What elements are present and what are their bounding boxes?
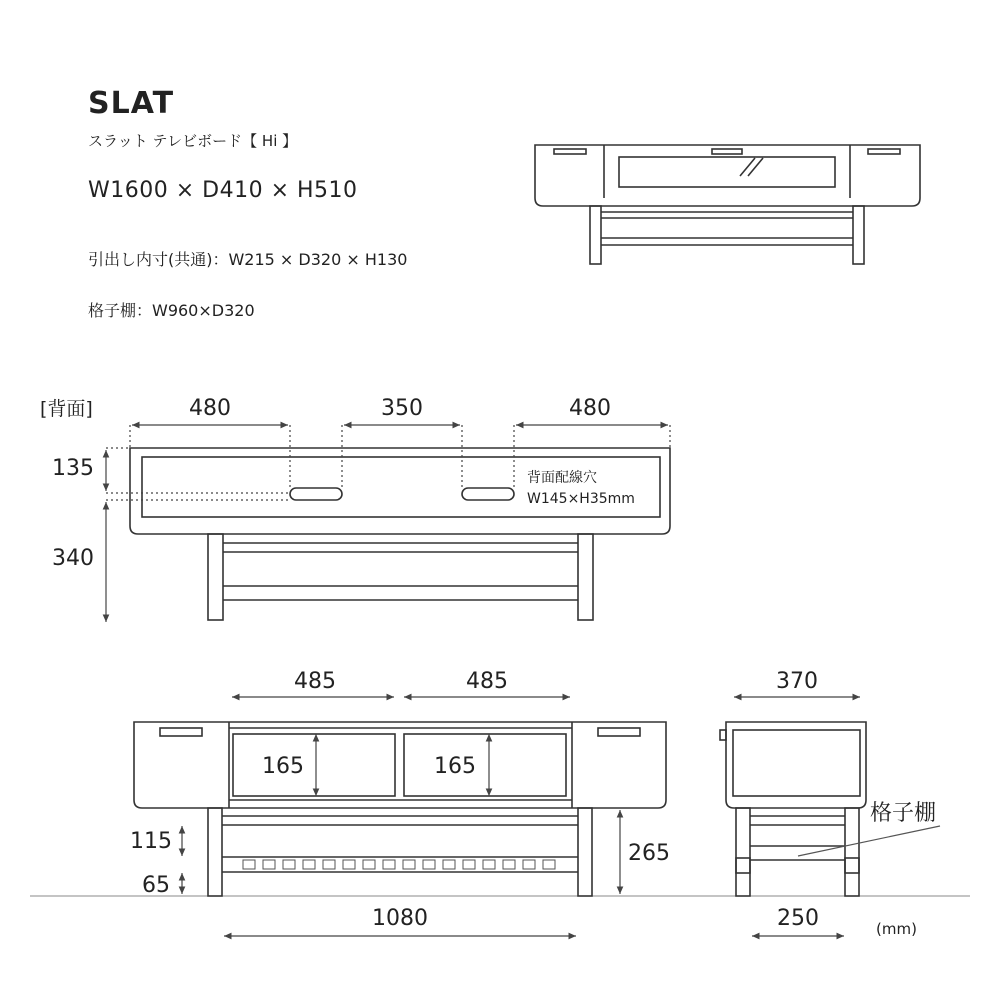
side-leg-rear xyxy=(736,808,750,896)
dim-label-485-right: 485 xyxy=(466,669,508,694)
drawer-inner-size: 引出し内寸(共通)：W215 × D320 × H130 xyxy=(88,250,408,269)
back-leg-left xyxy=(208,534,223,620)
side-inner-panel xyxy=(733,730,860,796)
cable-hole-right xyxy=(462,488,514,500)
cable-hole-title: 背面配線穴 xyxy=(527,470,597,486)
back-view-dimension-lines xyxy=(106,425,670,622)
thumbnail-handle-left xyxy=(554,149,586,154)
front-cabinet-body xyxy=(134,722,666,808)
front-handle-right xyxy=(598,728,640,736)
front-opening-right xyxy=(404,734,566,796)
front-leg-right xyxy=(578,808,592,896)
side-leg-joint-rear xyxy=(736,858,750,873)
front-view-drawing xyxy=(134,722,666,896)
front-leg-left xyxy=(208,808,222,896)
unit-label: (mm) xyxy=(876,920,917,938)
thumbnail-glass-door xyxy=(619,157,835,187)
back-leg-right xyxy=(578,534,593,620)
thumbnail-leg-right xyxy=(853,206,864,264)
thumbnail-handle-center xyxy=(712,149,742,154)
back-panel xyxy=(142,457,660,517)
dim-label-480-left: 480 xyxy=(189,396,231,421)
dim-label-135: 135 xyxy=(52,456,94,481)
product-title: SLAT xyxy=(88,86,175,121)
front-lattice-slats xyxy=(243,860,555,869)
side-view-drawing xyxy=(720,722,866,896)
dim-label-65: 65 xyxy=(142,873,170,898)
dim-label-480-right: 480 xyxy=(569,396,611,421)
front-handle-left xyxy=(160,728,202,736)
cable-hole-size: W145×H35mm xyxy=(527,491,635,507)
front-opening-left xyxy=(233,734,395,796)
thumbnail-leg-left xyxy=(590,206,601,264)
dim-label-350: 350 xyxy=(381,396,423,421)
dim-label-265: 265 xyxy=(628,841,670,866)
back-view-label: [背面] xyxy=(40,398,93,420)
dim-label-115: 115 xyxy=(130,829,172,854)
side-rear-stopper xyxy=(720,730,726,740)
lattice-shelf-size: 格子棚：W960×D320 xyxy=(88,301,255,320)
product-subtitle: スラット テレビボード【 Hi 】 xyxy=(88,132,298,150)
thumbnail-glass-reflection-1 xyxy=(740,158,755,176)
overall-size: W1600 × D410 × H510 xyxy=(88,178,358,203)
lattice-shelf-label: 格子棚 xyxy=(870,801,937,826)
front-thumbnail-drawing xyxy=(535,145,920,264)
dim-label-165-right: 165 xyxy=(434,754,476,779)
thumbnail-glass-reflection-2 xyxy=(748,158,763,176)
dim-label-370: 370 xyxy=(776,669,818,694)
side-cabinet-body xyxy=(726,722,866,808)
side-leg-front xyxy=(845,808,859,896)
cable-hole-left xyxy=(290,488,342,500)
dim-label-340: 340 xyxy=(52,546,94,571)
side-leg-joint-front xyxy=(845,858,859,873)
thumbnail-handle-right xyxy=(868,149,900,154)
dim-label-1080: 1080 xyxy=(372,906,428,931)
dim-label-485-left: 485 xyxy=(294,669,336,694)
dim-label-165-left: 165 xyxy=(262,754,304,779)
dim-label-250: 250 xyxy=(777,906,819,931)
lattice-leader-line xyxy=(798,826,940,856)
